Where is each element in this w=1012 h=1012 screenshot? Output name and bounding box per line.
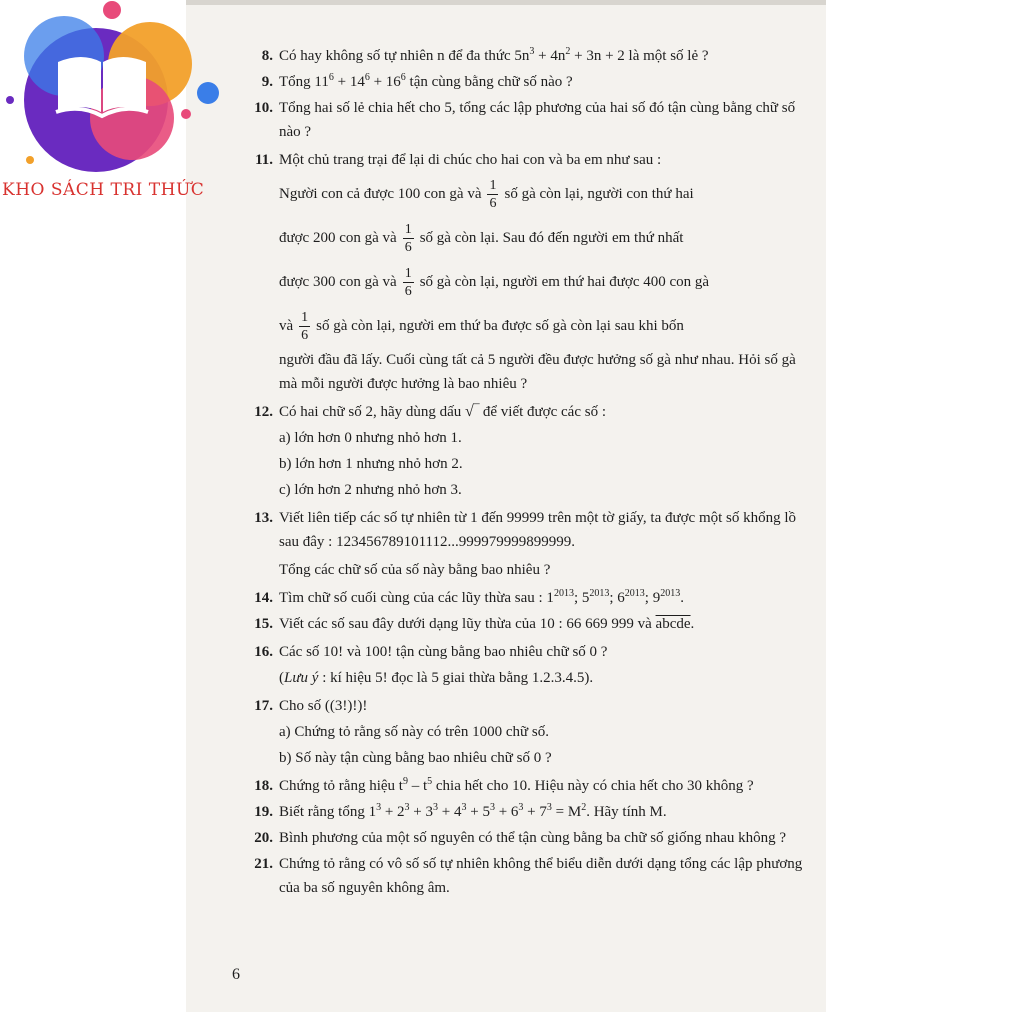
problem-intro: Một chủ trang trại để lại di chúc cho hai con và ba em như sau :	[279, 152, 662, 168]
problem-line: Người con cả được 100 con gà và $\frac{1}{6}$ số gà còn lại, người con thứ hai	[279, 178, 694, 212]
problem-13	[241, 506, 812, 582]
problem-number: 17.	[254, 698, 273, 714]
sub-item: b) lớn hơn 1 nhưng nhỏ hơn 2.	[279, 456, 463, 472]
problem-line: người đầu đã lấy. Cuối cùng tất cả 5 người đều được hưởng số gà như nhau. Hỏi số gà mà mỗi người được hưởng là bao nhiêu ?	[279, 352, 796, 392]
problem-text: Biết rằng tổng $1^3 + 2^3 + 3^3 + 4^3 + 5^3 + 6^3 + 7^3 = M^2$. Hãy tính M.	[279, 802, 667, 820]
problem-17	[241, 694, 812, 718]
problem-text: Tổng $11^6 + 14^6 + 16^6$ tận cùng bằng chữ số nào ?	[279, 72, 573, 90]
problem-number: 16.	[254, 644, 273, 660]
problem-19	[241, 800, 812, 824]
problem-text: Các số 10! và 100! tận cùng bằng bao nhiêu chữ số 0 ? (Lưu ý : kí hiệu 5! đọc là 5 giai thừa bằng 1.2.3.4.5).	[279, 644, 608, 686]
fraction: $\frac{1}{6}$	[404, 266, 412, 300]
problem-text: Chứng tỏ rằng có vô số số tự nhiên không thể biểu diễn dưới dạng tổng các lập phương của ba số nguyên không âm.	[279, 856, 803, 896]
problem-12	[241, 400, 812, 424]
problem-text: Viết liên tiếp các số tự nhiên từ 1 đến 99999 trên một tờ giấy, ta được một số khổng lồ sau đây : 123456789101112...999979999899999. Tổng các chữ số của số này bằng bao nhiêu ?	[279, 510, 797, 578]
problem-number: 8.	[261, 48, 273, 64]
problem-14	[241, 586, 812, 610]
problem-number: 14.	[254, 590, 273, 606]
fraction: $\frac{1}{6}$	[301, 310, 309, 344]
problem-18	[241, 774, 812, 798]
problem-11	[241, 148, 812, 396]
problem-number: 18.	[254, 778, 273, 794]
problem-number: 20.	[254, 830, 273, 846]
problem-text: Bình phương của một số nguyên có thể tận cùng bằng ba chữ số giống nhau không ?	[279, 830, 787, 846]
problem-15	[241, 612, 812, 636]
problem-8	[241, 44, 812, 68]
problem-text	[279, 148, 812, 396]
fraction: $\frac{1}{6}$	[404, 222, 412, 256]
problem-number: 13.	[254, 510, 273, 526]
book-logo-icon	[0, 0, 230, 210]
problem-line: và $\frac{1}{6}$ số gà còn lại, người em thứ ba được số gà còn lại sau khi bốn	[279, 310, 684, 344]
sub-item: c) lớn hơn 2 nhưng nhỏ hơn 3.	[279, 482, 462, 498]
fraction: $\frac{1}{6}$	[489, 178, 497, 212]
problem-text: Có hai chữ số 2, hãy dùng dấu √‾ để viết được các số :	[279, 403, 606, 420]
problem-16	[241, 640, 812, 690]
problem-number: 19.	[254, 804, 273, 820]
problem-number: 15.	[254, 616, 273, 632]
problem-21	[241, 852, 812, 900]
page-top-edge	[186, 0, 826, 5]
sub-item: b) Số này tận cùng bằng bao nhiêu chữ số 0 ?	[279, 750, 552, 766]
problem-text: Tổng hai số lẻ chia hết cho 5, tổng các lập phương của hai số đó tận cùng bằng chữ số nào ?	[279, 100, 796, 140]
sub-item: a) lớn hơn 0 nhưng nhỏ hơn 1.	[279, 430, 462, 446]
sqrt-symbol: √‾	[465, 403, 480, 420]
problem-9	[241, 70, 812, 94]
problem-list	[241, 44, 812, 900]
problem-number: 12.	[254, 404, 273, 420]
page-number: 6	[232, 966, 240, 983]
problem-text: Viết các số sau đây dưới dạng lũy thừa của 10 : 66 669 999 và abcde.	[279, 616, 695, 632]
problem-line: được 300 con gà và $\frac{1}{6}$ số gà còn lại, người em thứ hai được 400 con gà	[279, 266, 710, 300]
problem-number: 10.	[254, 100, 273, 116]
problem-10	[241, 96, 812, 144]
problem-number: 9.	[261, 74, 273, 90]
problem-number: 21.	[254, 856, 273, 872]
problem-text: Có hay không số tự nhiên n để đa thức $5n^3 + 4n^2 + 3n + 2$ là một số lẻ ?	[279, 46, 709, 64]
problem-20	[241, 826, 812, 850]
problem-number: 11.	[255, 152, 273, 168]
brand-name: KHO SÁCH TRI THỨC	[2, 180, 205, 200]
problem-text: Cho số ((3!)!)!	[279, 698, 368, 714]
problem-text: Chứng tỏ rằng hiệu $t^9 - t^5$ chia hết cho 10. Hiệu này có chia hết cho 30 không ?	[279, 776, 754, 794]
sub-item: a) Chứng tỏ rằng số này có trên 1000 chữ số.	[279, 724, 549, 740]
problem-text: Tìm chữ số cuối cùng của các lũy thừa sau : $1^{2013}$; $5^{2013}$; $6^{2013}$; $9^{2013}$.	[279, 588, 684, 606]
problem-line: được 200 con gà và $\frac{1}{6}$ số gà còn lại. Sau đó đến người em thứ nhất	[279, 222, 684, 256]
